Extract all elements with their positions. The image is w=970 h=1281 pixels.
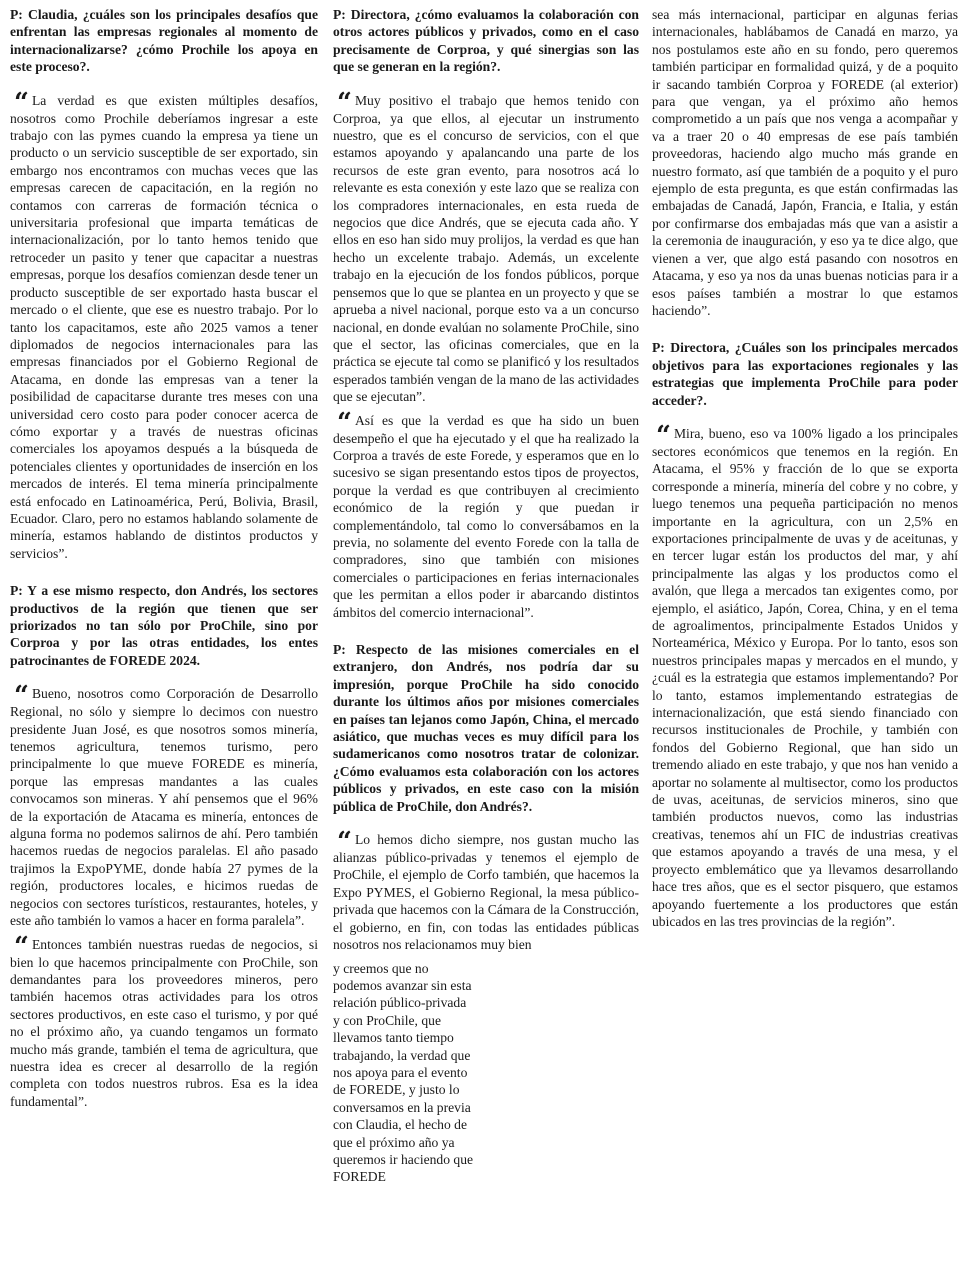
quote-mark-icon: “ [14,931,29,962]
answer-text: La verdad es que existen múltiples desafíos, nosotros como Prochile deberíamos ingresar a este trabajo con las pymes cuando la empresa ya tiene un producto o un servicio susceptible de ser exportado, sin embargo nos encontramos con muchas veces que las empresas carecen de capacitación, en la región no contamos con carreras de formación técnica o universitaria profesional que imparta temáticas de internacionalización, por lo tanto hemos tenido que retroceder un pasito y tener que capacitar a nuestras empresas, porque los desafíos comienzan desde tener un producto susceptible de ser exportado hasta buscar el mercado o el cliente, que ese es nuestro trabajo. Por lo tanto los capacitamos, este año 2025 vamos a tener diplomados de negocios internacionales para las empresas financiados por el Gobierno Regional de Atacama, en donde las empresas van a tener la posibilidad de capacitarse durante tres meses con una universidad cero costo para poder conocer acerca de cómo exportar y a través de nuestras oficinas comerciales los apoyamos después a la búsqueda de potenciales clientes y oportunidades de inserción en los mercados de interés. El tema minería principalmente está enfocado en Latinoamérica, Perú, Bolivia, Brasil, Ecuador. Claro, pero no estamos hablando solamente de minería, estamos hablando de distintos productos y servicios”. [10,92,318,561]
answer-paragraph [652,420,958,930]
answer-text: Muy positivo el trabajo que hemos tenido con Corproa, ya que ellos, al ejecutar un instrumento nuestro, que es el concurso de servicios, con el que estamos apoyando y apalancando una parte de los recursos de este gran evento, para nosotros acá lo relevante es esta conexión y este lazo que se realiza con los compradores internacionales, en esta rueda de negocios que dice Andrés, que se ejecuta cada año. Y ellos en eso han sido muy prolijos, la verdad es que han hecho un excelente trabajo. Además, un excelente trabajo en la ejecución de los fondos públicos, porque pensemos que lo que se plantea en un proyecto y que se aprueba a nivel nacional, porque esto va a un concurso nacional, en donde evalúan no solamente ProChile, sino que el sector, las oficinas comerciales, que en la práctica se ejecute tal como se planificó y los resultados esperados también vengan de la mano de las actividades que se ejecutan”. [333,92,639,405]
answer-paragraph [333,827,639,953]
quote-mark-icon: “ [337,87,352,118]
quote-mark-icon: “ [656,420,671,451]
answer-paragraph [10,87,318,563]
answer-paragraph [10,931,318,1111]
answer-paragraph [333,407,639,621]
answer-text: Entonces también nuestras ruedas de negocios, si bien lo que hacemos principalmente con ProChile, son demandantes para los proveedores mineros, pero también hacemos otras actividades para los otros sectores productivos, en este caso el turismo, y por qué no el próximo año, ya cuando tengamos un formato mucho más grande, también el tema de agricultura, que nuestra idea es crecer al desarrollo de la región completa con todos nuestros rubros. Esa es la idea fundamental”. [10,936,318,1109]
column-3 [652,6,958,936]
answer-paragraph-narrow: y creemos que no podemos avanzar sin esta relación público-privada y con ProChile, que llevamos tanto tiempo trabajando, la verdad que nos apoya para el evento de FOREDE, y justo lo conversamos en la previa con Claudia, el hecho de que el próximo año ya queremos ir haciendo que FOREDE [333,960,474,1185]
question-andres-sectors: P: Y a ese mismo respecto, don Andrés, los sectores productivos de la región que tienen que ser priorizados no tan sólo por ProChile, sino por Corproa y por las otras entidades, los entes patrocinantes de FOREDE 2024. [10,583,318,668]
question-claudia-challenges: P: Claudia, ¿cuáles son los principales desafíos que enfrentan las empresas regionales al momento de internacionalizarse? ¿cómo Prochile los apoya en este proceso?. [10,7,318,75]
answer-text: Mira, bueno, eso va 100% ligado a los principales sectores económicos que tenemos en la región. En Atacama, el 95% y fracción de lo que se exporta corresponde a minería, minería del cobre y no cobre, y luego tenemos una pequeña participación no menos importante en la agricultura, con un 2,5% en exportaciones principalmente de uvas y de aceitunas, y en tercer lugar están los productos del mar, y ahí principalmente las algas y los productos como el avalón, que llega a mercados tan exigentes como, por ejemplo, el asiático, Japón, Corea, China, y en el tema de agroalimentos, principalmente Estados Unidos y Norteamérica, México y Europa. Por lo tanto, esos son nuestros principales mapas y mercados en el mundo, y ¿cuál es la estrategia que estamos implementando? Por lo tanto, estamos implementando estrategias de internacionalización, que está siendo financiado con recursos institucionales de Prochile, y también con fondos del Gobierno Regional, que han sido un tremendo aliado en este trabajo, y que nos han venido a aportar no solamente al multisector, como los productos de uvas, aceitunas, de servicios mineros, sino que también productos nuevos, como las industrias creativas, tenemos ahí un FIC de industrias creativas que estamos apoyando a través de una mesa, y el proyecto emblemático que ya llevamos desarrollando hace tres años, que es el sector pisquero, que estamos apoyando fuertemente a los productores que están ubicados en las tres provincias de la región”. [652,425,958,929]
answer-text: Bueno, nosotros como Corporación de Desarrollo Regional, no sólo y siempre lo decimos con nuestro presidente Juan José, es que nosotros somos minería, tenemos agricultura, tenemos turismo, pero principalmente lo que mueve FOREDE es minería, porque las empresas mandantes a las cuales convocamos son mineras. Y ahí pensemos que el 96% de la exportación de Atacama es minería, entonces de alguna forma no podemos salirnos de ahí. Pero también hacemos ruedas de negocios paralelas. El año pasado trajimos la ExpoPYME, donde había 27 pymes de la región, productores locales, e hicimos ruedas de negocios con sectores turísticos, restaurantes, hoteles, y este año también lo vamos a hacer en forma paralela”. [10,686,318,929]
column-2 [333,6,639,1192]
answer-continuation: sea más internacional, participar en algunas ferias internacionales, hablábamos de Canadá en marzo, ya nos postulamos este año en su fondo, pero queremos también participar en formalidad quizá, y de a poquito ir sacando también Corproa y FOREDE (al exterior) para que vengan, ya el próximo año hemos comprometido a un país que nos venga a acompañar y va a traer 20 o 40 empresas de ese país también proveedoras, haciendo algo mucho más grande en nuestro formato, así que también de a poquito y el puro ejemplo de esta pregunta, es que están confirmadas las embajadas de Canadá, Japón, Francia, e Italia, y están por confirmarse dos embajadas más que van a asistir a la ceremonia de inauguración, y eso ya te dice algo, que vienen a ver, que algo está pasando con nosotros en Atacama, y eso ya nos da unas buenas noticias para ir a esos países también a mostrar lo que estamos haciendo”. [652,7,958,318]
quote-mark-icon: “ [14,681,29,712]
answer-text: Lo hemos dicho siempre, nos gustan mucho las alianzas público-privadas y tenemos el ejemplo de ProChile, el ejemplo de Corfo también, que hacemos la Expo PYMES, el Gobierno Regional, la mesa público-privada que hacemos con la Cámara de la Construcción, el gobierno, en fin, con todas las entidades públicas nosotros nos relacionamos muy bien [333,832,639,953]
answer-text: Así es que la verdad es que ha sido un buen desempeño el que ha ejecutado y el que ha realizado la Corproa a través de este Forede, y esperamos que en lo sucesivo se sigan presentando estos tipos de proyectos, porque la verdad es que contribuyen al crecimiento económico de la región y que puedan ir complementándolo, tal como lo conversábamos en la previa, no solamente del evento Forede con la talla de compradores, sino que también con misiones comerciales o participaciones en ferias internacionales que les permitan a ellos poder ir abarcando distintos ámbitos del comercio internacional”. [333,412,639,620]
answer-paragraph [333,87,639,406]
quote-mark-icon: “ [14,87,29,118]
answer-paragraph [10,681,318,929]
question-andres-missions: P: Respecto de las misiones comerciales en el extranjero, don Andrés, nos podría dar su impresión, porque ProChile ha sido conocido durante los últimos años por misiones comerciales en países tan lejanos como Japón, China, el mercado asiático, que muchas veces es muy difícil para los sudamericanos como nosotros tratar de colonizar. ¿Cómo evaluamos esta colaboración con los actores públicos y privados, en este caso con la misión pública de ProChile, don Andrés?. [333,642,639,814]
question-directora-markets: P: Directora, ¿Cuáles son los principales mercados objetivos para las exportaciones regionales y las estrategias que implementa ProChile para poder acceder?. [652,340,958,408]
quote-mark-icon: “ [337,827,352,858]
question-directora-collaboration: P: Directora, ¿cómo evaluamos la colaboración con otros actores públicos y privados, como en el caso precisamente de Corproa, y qué sinergias son las que se generan en la región?. [333,7,639,75]
quote-mark-icon: “ [337,407,352,438]
column-1 [10,6,318,1116]
